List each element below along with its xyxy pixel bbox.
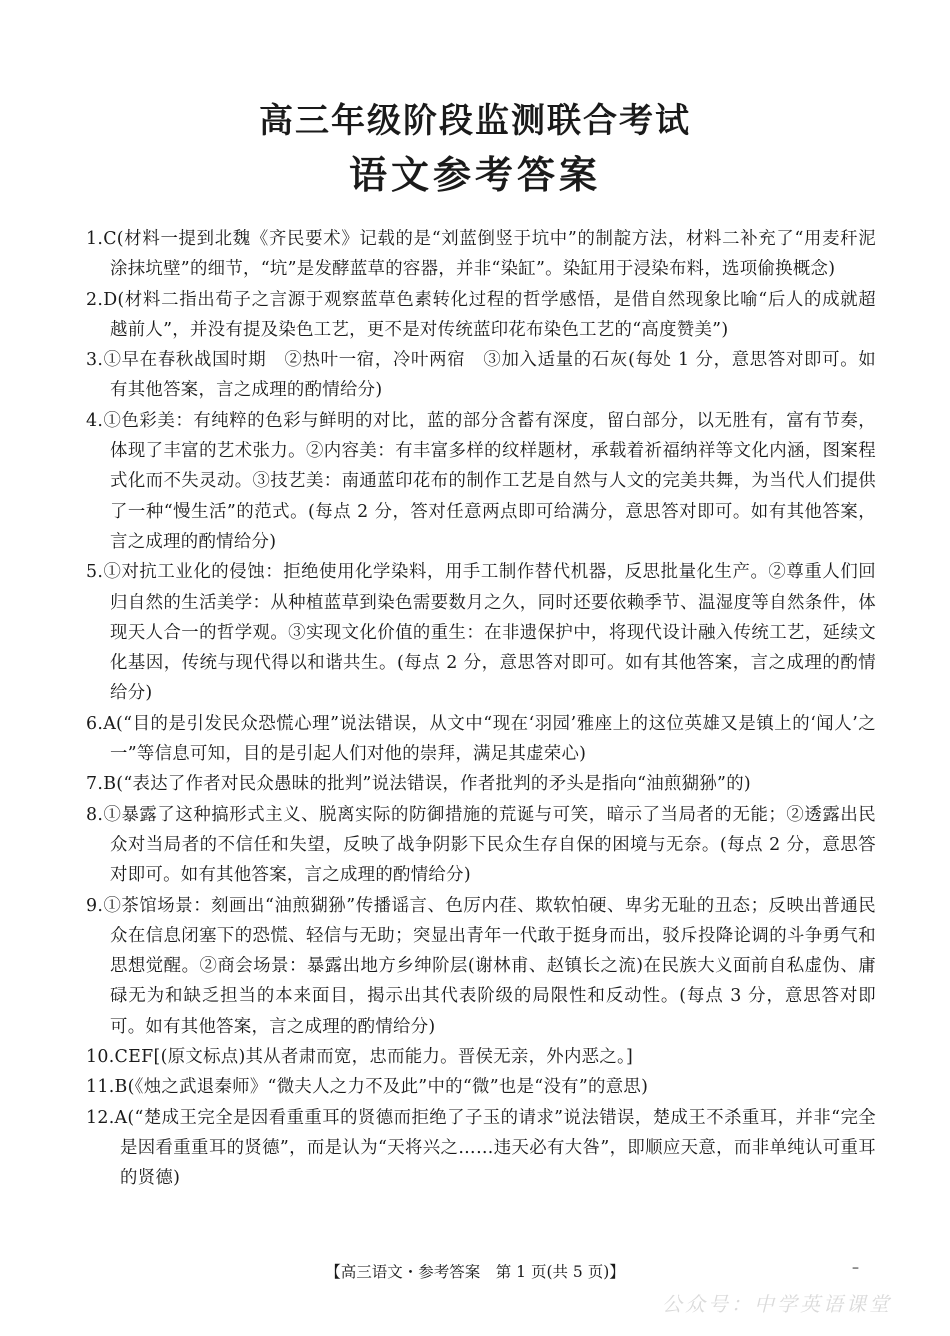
- answer-item-5: 5.①对抗工业化的侵蚀：拒绝使用化学染料，用手工制作替代机器，反思批量化生产。②尊重人们回归自然的生活美学：从种植蓝草到染色需要数月之久，同时还要依赖季节、温湿度等自然条件，体现天人合一的哲学观。③实现文化价值的重生：在非遗保护中，将现代设计融入传统工艺，延续文化基因，传统与现代得以和谐共生。(每点 2 分，意思答对即可。如有其他答案，言之成理的酌情给分): [86, 562, 876, 704]
- answer-item-9: 9.①茶馆场景：刻画出“油煎猢狲”传播谣言、色厉内荏、欺软怕硬、卑劣无耻的丑态；反映出普通民众在信息闭塞下的恐慌、轻信与无助；突显出青年一代敢于挺身而出，驳斥投降论调的斗争勇气和思想觉醒。②商会场景：暴露出地方乡绅阶层(谢林甫、赵镇长之流)在民族大义面前自私虚伪、庸碌无为和缺乏担当的本来面目，揭示出其代表阶级的局限性和反动性。(每点 3 分，意思答对即可。如有其他答案，言之成理的酌情给分): [86, 895, 876, 1037]
- page-subtitle: 语文参考答案: [348, 153, 601, 197]
- answer-item-7: 7.B(“表达了作者对民众愚昧的批判”说法错误，作者批判的矛头是指向“油煎猢狲”的): [86, 774, 751, 795]
- answer-item-4: 4.①色彩美：有纯粹的色彩与鲜明的对比，蓝的部分含蓄有深度，留白部分，以无胜有，富有节奏，体现了丰富的艺术张力。②内容美：有丰富多样的纹样题材，承载着祈福纳祥等文化内涵，图案程式化而不失灵动。③技艺美：南通蓝印花布的制作工艺是自然与人文的完美共舞，为当代人们提供了一种“慢生活”的范式。(每点 2 分，答对任意两点即可给满分，意思答对即可。如有其他答案，言之成理的酌情给分): [86, 410, 876, 552]
- answer-item-1: 1.C(材料一提到北魏《齐民要术》记载的是“刘蓝倒竖于坑中”的制靛方法，材料二补充了“用麦秆泥涂抹坑壁”的细节，“坑”是发酵蓝草的容器，并非“染缸”。染缸用于浸染布料，选项偷换概念): [86, 229, 876, 280]
- page-footer: 【高三语文・参考答案 第 1 页(共 5 页)】: [325, 1263, 625, 1281]
- answer-item-12: 12.A(“楚成王完全是因看重重耳的贤德而拒绝了子玉的请求”说法错误，楚成王不杀重耳，并非“完全是因看重重耳的贤德”，而是认为“天将兴之……违天必有大咎”，即顺应天意，而非单纯认可重耳的贤德): [86, 1107, 876, 1189]
- answer-list: [86, 224, 876, 1194]
- answer-item-11: 11.B(《烛之武退秦师》“微夫人之力不及此”中的“微”也是“没有”的意思): [86, 1077, 649, 1098]
- answer-item-10: 10.CEF[(原文标点)其从者肃而宽，忠而能力。晋侯无亲，外内恶之。]: [86, 1047, 634, 1068]
- answer-item-2: 2.D(材料二指出荀子之言源于观察蓝草色素转化过程的哲学感悟，是借自然现象比喻“后人的成就超越前人”，并没有提及染色工艺，更不是对传统蓝印花布染色工艺的“高度赞美”): [86, 289, 876, 340]
- answer-item-6: 6.A(“目的是引发民众恐慌心理”说法错误，从文中“现在‘羽园’雅座上的这位英雄又是镇上的‘闻人’之一”等信息可知，目的是引起人们对他的崇拜，满足其虚荣心): [86, 713, 876, 765]
- page-title: 高三年级阶段监测联合考试: [259, 101, 691, 141]
- footer-mark: –: [852, 1260, 859, 1276]
- header: [0, 96, 950, 200]
- watermark: 公众号：中学英语课堂: [662, 1292, 892, 1316]
- answer-item-3: 3.①早在春秋战国时期 ②热叶一宿，冷叶两宿 ③加入适量的石灰(每处 1 分，意思答对即可。如有其他答案，言之成理的酌情给分): [86, 350, 876, 401]
- answer-item-8: 8.①暴露了这种搞形式主义、脱离实际的防御措施的荒诞与可笑，暗示了当局者的无能；②透露出民众对当局者的不信任和失望，反映了战争阴影下民众生存自保的困境与无奈。(每点 2 分，意思答对即可。如有其他答案，言之成理的酌情给分): [86, 804, 876, 886]
